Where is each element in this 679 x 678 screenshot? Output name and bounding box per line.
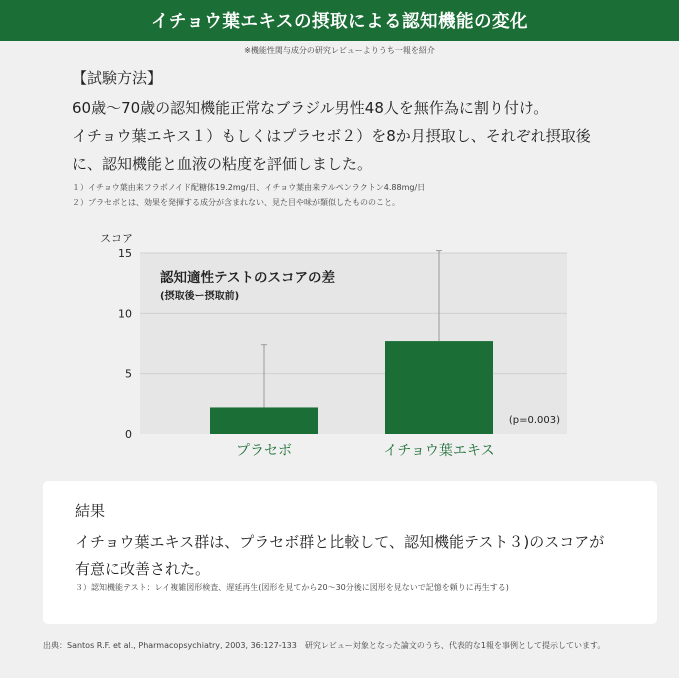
chart-subtitle: (摂取後ー摂取前) [160,291,240,302]
y-tick-label: 15 [118,247,132,260]
page-title: イチョウ葉エキスの摂取による認知機能の変化 [150,12,529,32]
method-line: イチョウ葉エキス１）もしくはプラセボ２）を8か月摂取し、それぞれ摂取後 [72,127,591,145]
x-axis [236,442,495,459]
result-heading: 結果 [75,502,106,520]
result-line: 有意に改善された。 [75,560,211,578]
result-card [43,481,657,624]
page-header [0,0,679,41]
y-tick-label: 10 [118,307,132,321]
score-difference-chart [0,225,679,465]
y-tick-label: 0 [125,428,132,441]
y-axis-label: スコア [100,232,133,245]
method-line: 60歳〜70歳の認知機能正常なブラジル男性48人を無作為に割り付け。 [72,99,549,117]
y-axis [118,247,132,441]
result-line: イチョウ葉エキス群は、プラセボ群と比較して、認知機能テスト３)のスコアが [75,533,605,551]
y-tick-label: 5 [125,367,132,381]
method-footnote: ２）プラセボとは、効果を発揮する成分が含まれない、見た目や味が類似したもののこと。 [72,198,400,207]
top-note: ※機能性関与成分の研究レビューよりうち一報を紹介 [244,46,435,55]
method-line: に、認知機能と血液の粘度を評価しました。 [72,155,373,173]
chart-title: 認知適性テストのスコアの差 [160,270,335,286]
p-value-annotation: (p=0.003) [508,415,560,426]
source-citation: 出典：Santos R.F. et al., Pharmacopsychiatry, 2003, 36:127-133 研究レビュー対象となった論文のうち、代表的な1報を事例として提示しています。 [43,641,606,650]
bar-ginkgo [385,341,493,434]
method-heading: 【試験方法】 [72,69,163,87]
method-footnote: １）イチョウ葉由来フラボノイド配糖体19.2mg/日、イチョウ葉由来テルペンラクトン4.88mg/日 [72,183,426,192]
result-footnote: ３）認知機能テスト：レイ複雑図形検査、遅延再生(図形を見てから20〜30分後に図形を見ないで記憶を頼りに再生する) [75,583,509,592]
x-category-label: プラセボ [236,443,292,459]
bar-placebo [210,407,318,434]
x-category-label: イチョウ葉エキス [383,443,495,459]
